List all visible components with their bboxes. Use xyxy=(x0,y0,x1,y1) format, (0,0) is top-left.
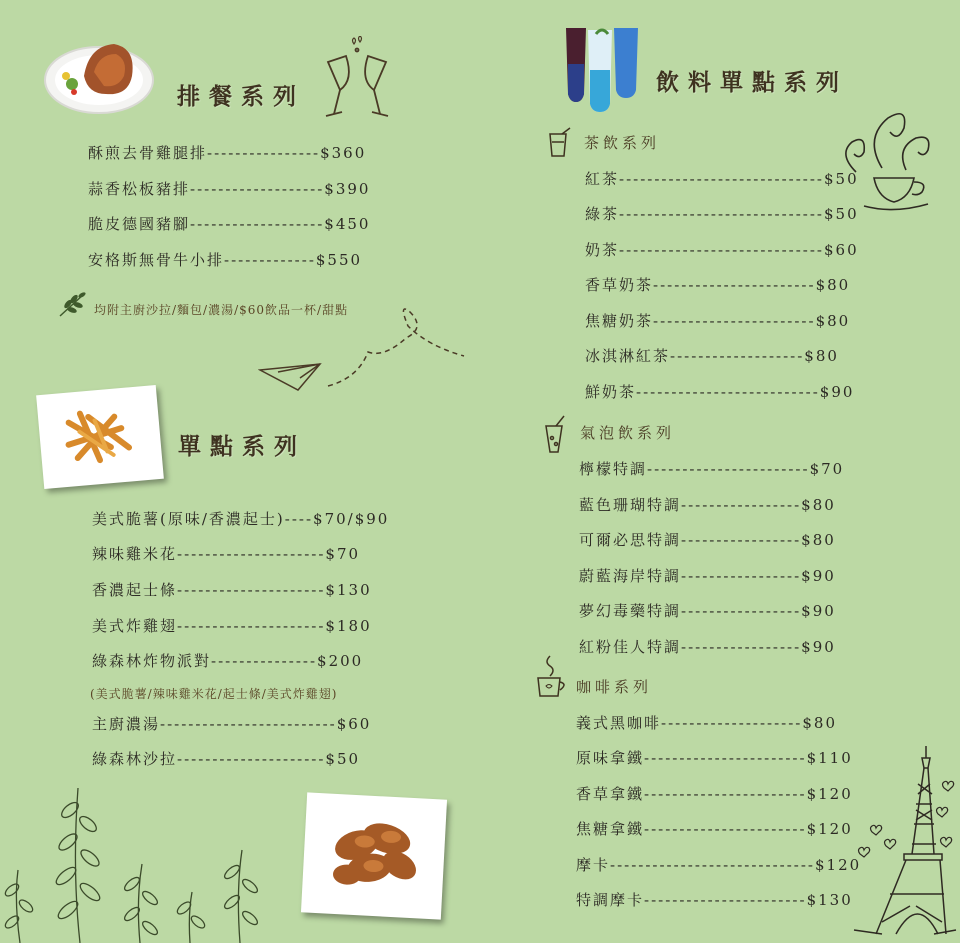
tea-item-2: 綠茶-----------------------------$50 xyxy=(585,205,859,223)
tea-item-3: 奶茶-----------------------------$60 xyxy=(585,241,859,259)
tea-section-title: 茶飲系列 xyxy=(584,134,661,152)
tea-item-1: 紅茶-----------------------------$50 xyxy=(585,170,859,188)
sparkling-item-6: 紅粉佳人特調-----------------$90 xyxy=(579,638,836,656)
herb-icon xyxy=(56,288,90,320)
steak-item-4: 安格斯無骨牛小排-------------$550 xyxy=(88,251,363,269)
tea-item-4: 香草奶茶-----------------------$80 xyxy=(585,276,851,294)
steak-item-3: 脆皮德國豬腳-------------------$450 xyxy=(88,215,371,233)
coffee-item-6: 特調摩卡-----------------------$130 xyxy=(576,891,853,909)
drinks-glasses-icon xyxy=(560,24,644,116)
tea-item-6: 冰淇淋紅茶-------------------$80 xyxy=(585,347,839,365)
coffee-item-3: 香草拿鐵-----------------------$120 xyxy=(576,785,853,803)
coffee-section-title: 咖啡系列 xyxy=(576,678,653,696)
steak-item-1: 酥煎去骨雞腿排----------------$360 xyxy=(88,144,367,162)
sparkling-section-title: 氣泡飲系列 xyxy=(580,424,676,442)
sparkling-item-4: 蔚藍海岸特調-----------------$90 xyxy=(579,567,836,585)
plant-decoration-icon xyxy=(0,780,270,943)
single-item-5: 綠森林炸物派對---------------$200 xyxy=(92,652,364,670)
coffee-item-4: 焦糖拿鐵-----------------------$120 xyxy=(576,820,853,838)
sparkling-item-1: 檸檬特調-----------------------$70 xyxy=(579,460,845,478)
coffee-item-1: 義式黑咖啡--------------------$80 xyxy=(576,714,837,732)
sparkling-item-2: 藍色珊瑚特調-----------------$80 xyxy=(579,496,836,514)
sparkling-item-5: 夢幻毒藥特調-----------------$90 xyxy=(579,602,836,620)
champagne-toast-icon xyxy=(324,36,390,120)
tea-item-7: 鮮奶茶--------------------------$90 xyxy=(585,383,855,401)
chicken-wings-plate-icon xyxy=(301,792,447,919)
steak-plate-icon xyxy=(44,36,156,116)
single-item-3: 香濃起士條---------------------$130 xyxy=(92,581,372,599)
soda-glass-icon xyxy=(542,414,568,456)
steak-section-title: 排餐系列 xyxy=(177,83,305,110)
tea-item-5: 焦糖奶茶-----------------------$80 xyxy=(585,312,851,330)
drinks-section-title: 飲料單點系列 xyxy=(656,69,848,96)
eiffel-tower-icon xyxy=(846,744,958,940)
steak-note: 均附主廚沙拉/麵包/濃湯/$60飲品一杯/甜點 xyxy=(94,303,349,317)
single-item-1: 美式脆薯(原味/香濃起士)----$70/$90 xyxy=(92,510,390,528)
single-item-4: 美式炸雞翅---------------------$180 xyxy=(92,617,372,635)
tea-cup-icon xyxy=(546,126,574,158)
coffee-item-5: 摩卡-----------------------------$120 xyxy=(576,856,862,874)
single-section-title: 單點系列 xyxy=(178,433,306,460)
single-item-6: 主廚濃湯-------------------------$60 xyxy=(92,715,372,733)
coffee-steam-icon xyxy=(836,98,936,218)
steak-item-2: 蒜香松板豬排-------------------$390 xyxy=(88,180,371,198)
sparkling-item-3: 可爾必思特調-----------------$80 xyxy=(579,531,836,549)
coffee-mug-icon xyxy=(534,652,568,698)
coffee-item-2: 原味拿鐵-----------------------$110 xyxy=(576,749,853,767)
single-note: (美式脆薯/辣味雞米花/起士條/美式炸雞翅) xyxy=(90,687,338,701)
fries-plate-icon xyxy=(36,385,164,489)
single-item-2: 辣味雞米花---------------------$70 xyxy=(92,545,361,563)
single-item-7: 綠森林沙拉---------------------$50 xyxy=(92,750,361,768)
paper-plane-icon xyxy=(258,298,468,394)
